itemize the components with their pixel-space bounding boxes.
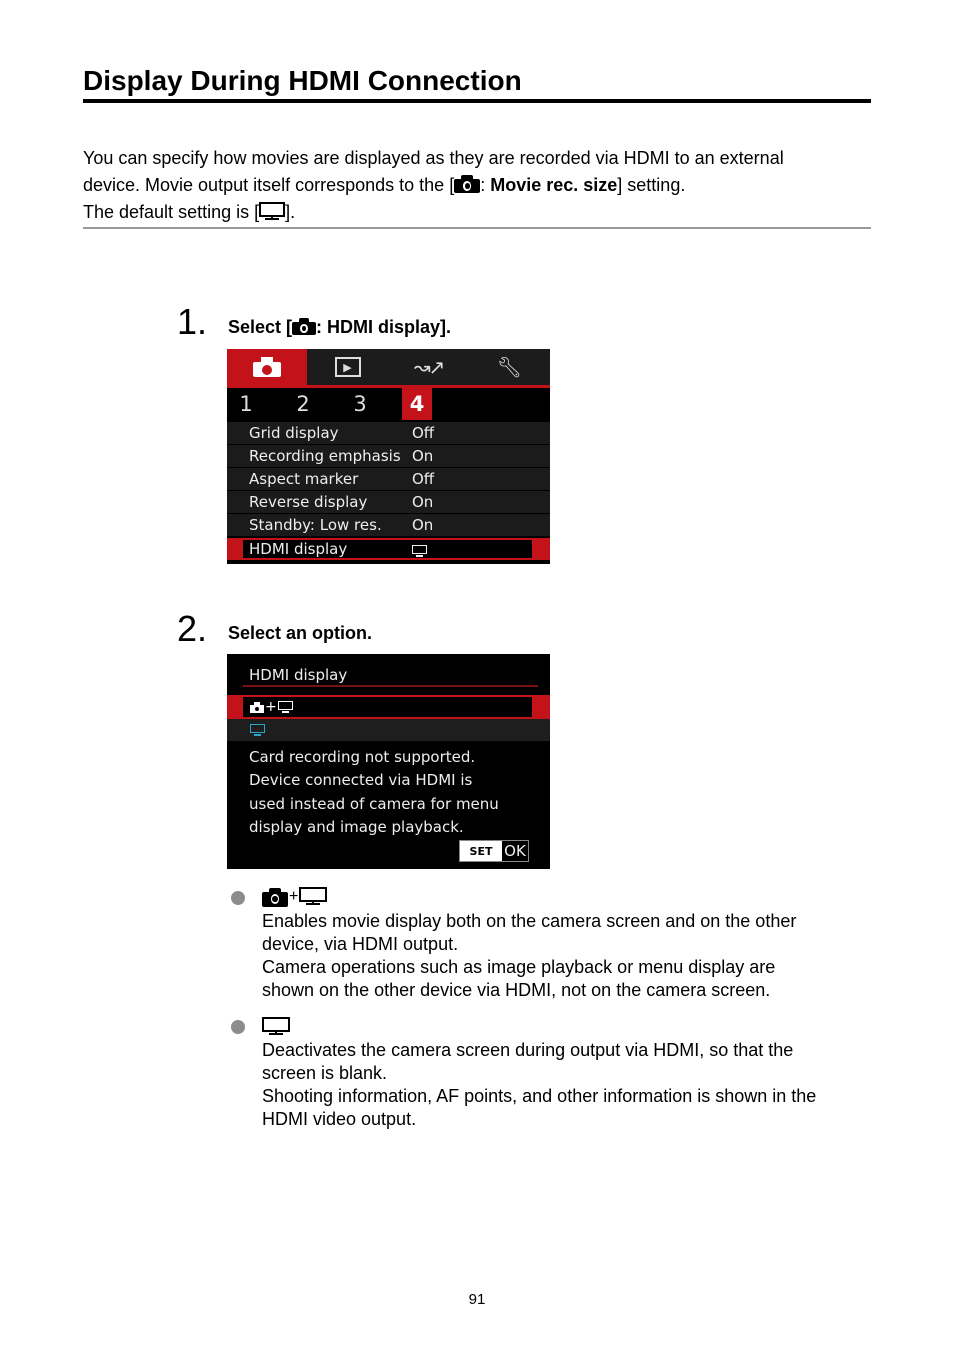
monitor-icon (262, 1017, 290, 1037)
header-underline (243, 685, 538, 687)
camera-icon (253, 357, 281, 377)
movie-rec-size-label: Movie rec. size (490, 175, 618, 195)
intro-line-2: device. Movie output itself corresponds to the [ : Movie rec. size] setting. (83, 175, 686, 195)
intro-line-1: You can specify how movies are displayed as they are recorded via HDMI to an external (83, 148, 784, 168)
option-description: Card recording not supported. Device connected via HDMI is used instead of camera for menu display and image playback. (249, 748, 499, 836)
menu-item-reverse-display[interactable]: Reverse display On (227, 491, 550, 513)
bullet-2-icons (262, 1017, 290, 1037)
monitor-icon (250, 724, 265, 736)
bullet-2 (231, 1020, 245, 1034)
intro-paragraph (83, 145, 873, 226)
camera-icon (292, 318, 316, 335)
camera-menu-screen (227, 349, 550, 564)
menu-item-aspect-marker[interactable]: Aspect marker Off (227, 468, 550, 490)
page-title: Display During HDMI Connection (83, 65, 522, 96)
set-label: SET (460, 841, 502, 861)
wireless-icon: ↝↗ (413, 355, 444, 379)
tab-setup[interactable] (469, 349, 550, 385)
bullet-1-icons: + (262, 887, 327, 907)
step-2-number: 2. (177, 608, 208, 649)
monitor-icon (299, 887, 327, 907)
menu-item-grid-display[interactable]: Grid display Off (227, 422, 550, 444)
option-camera-plus-monitor[interactable]: + (227, 695, 550, 719)
step-1-text: Select [ : HDMI display]. (228, 317, 452, 337)
page-numbers (227, 388, 550, 420)
ok-label: OK (504, 842, 526, 860)
intro-rule (83, 227, 871, 229)
menu-item-standby-low-res[interactable]: Standby: Low res. On (227, 514, 550, 536)
title-rule (83, 99, 871, 103)
camera-icon (454, 175, 480, 193)
bullet-1-text: Enables movie display both on the camera screen and on the other device, via HDMI output. Camera operations such as image playback or menu display are shown on the other device via HDMI, not on the camera screen. (262, 911, 797, 1000)
page-tab-4[interactable]: 4 (402, 388, 432, 420)
page-tab-3[interactable]: 3 (353, 392, 367, 416)
monitor-icon (259, 202, 285, 222)
wrench-icon: 🔧︎ (496, 355, 523, 379)
playback-icon: ▶ (335, 357, 361, 377)
camera-icon (262, 888, 288, 907)
option-monitor-only[interactable] (227, 719, 550, 741)
page-number: 91 (468, 1291, 486, 1308)
menu-tabs (227, 349, 550, 385)
tab-playback[interactable] (307, 349, 388, 385)
monitor-icon (412, 545, 427, 557)
screen-header: HDMI display (249, 666, 348, 684)
camera-icon (250, 702, 264, 713)
menu-item-recording-emphasis[interactable]: Recording emphasis On (227, 445, 550, 467)
step-2-text: Select an option. (228, 623, 373, 643)
bullet-1 (231, 891, 245, 905)
intro-line-3: The default setting is [ ]. (83, 202, 296, 222)
hdmi-display-option-screen (227, 654, 550, 869)
page-tab-2[interactable]: 2 (296, 392, 310, 416)
bullet-2-text: Deactivates the camera screen during output via HDMI, so that the screen is blank. Shooting information, AF points, and other information is shown in the HDMI video output. (262, 1040, 817, 1129)
menu-item-hdmi-display[interactable]: HDMI display (227, 538, 550, 560)
tab-wireless[interactable] (388, 349, 469, 385)
set-ok-button[interactable] (459, 840, 529, 862)
tab-shooting[interactable] (227, 349, 307, 385)
step-1-number: 1. (177, 301, 208, 342)
page-tab-1[interactable]: 1 (239, 392, 253, 416)
monitor-icon (278, 701, 293, 713)
